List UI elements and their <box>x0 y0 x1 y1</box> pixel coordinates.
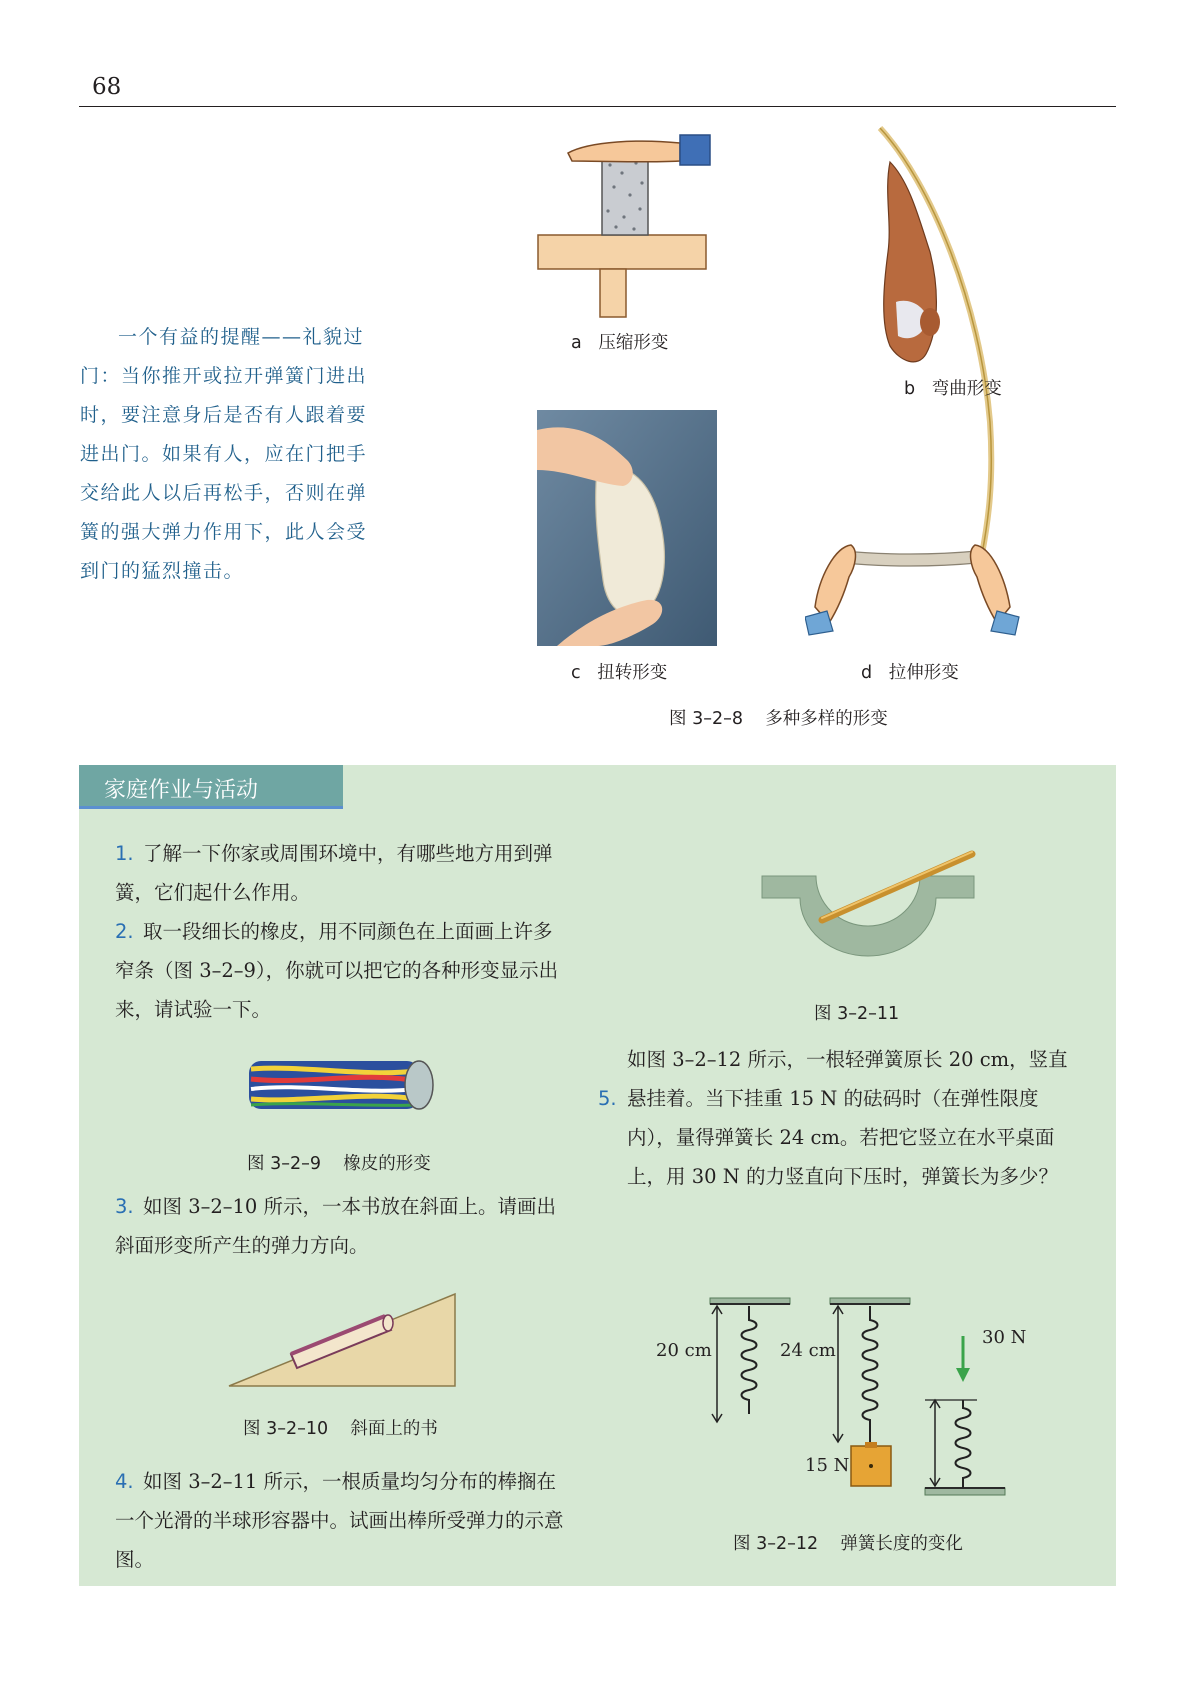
question-3-text: 如图 3–2–10 所示，一本书放在斜面上。请画出斜面形变所产生的弹力方向。 <box>115 1195 557 1257</box>
question-4-number: 4. <box>115 1470 134 1493</box>
question-5 <box>598 1040 1077 1196</box>
homework-title-underline <box>79 806 343 809</box>
figure-a-caption: a 压缩形变 <box>571 333 669 353</box>
figure-b-caption: b 弯曲形变 <box>904 379 1002 399</box>
figure-c-caption: c 扭转形变 <box>571 663 668 683</box>
question-5-number: 5. <box>598 1087 617 1110</box>
figure-3-2-9-caption: 图 3–2–9 橡皮的形变 <box>247 1154 431 1174</box>
question-3-number: 3. <box>115 1195 134 1218</box>
question-2 <box>115 912 570 1029</box>
question-1 <box>115 834 570 912</box>
spring-force-label: 30 N <box>982 1327 1027 1348</box>
spring-length-original: 20 cm <box>656 1340 712 1361</box>
compression-illustration <box>530 125 720 320</box>
question-2-text: 取一段细长的橡皮，用不同颜色在上面画上许多窄条（图 3–2–9），你就可以把它的各种形变显示出来，请试验一下。 <box>115 920 559 1021</box>
homework-title: 家庭作业与活动 <box>104 778 259 803</box>
figure-3-2-8-caption: 图 3–2–8 多种多样的形变 <box>669 709 888 729</box>
figure-3-2-10-caption: 图 3–2–10 斜面上的书 <box>243 1419 438 1439</box>
hemisphere-rod-illustration <box>760 850 976 960</box>
question-4 <box>115 1462 570 1579</box>
figure-3-2-12-caption: 图 3–2–12 弹簧长度的变化 <box>733 1534 963 1554</box>
question-4-text: 如图 3–2–11 所示，一根质量均匀分布的棒搁在一个光滑的半球形容器中。试画出棒所受弹力的示意图。 <box>115 1470 564 1571</box>
eraser-illustration <box>243 1055 438 1115</box>
figure-d-caption: d 拉伸形变 <box>861 663 959 683</box>
side-note: 一个有益的提醒——礼貌过门：当你推开或拉开弹簧门进出时，要注意身后是否有人跟着要进出门。如果有人，应在门把手交给此人以后再松手，否则在弹簧的强大弹力作用下，此人会受到门的猛烈撞击。 <box>80 326 368 582</box>
spring-length-stretched: 24 cm <box>780 1340 836 1361</box>
header-rule <box>79 106 1116 107</box>
pole-vault-illustration <box>870 122 1030 562</box>
question-3 <box>115 1187 570 1265</box>
springs-diagram <box>655 1296 1025 1511</box>
question-2-number: 2. <box>115 920 134 943</box>
figure-3-2-11-caption: 图 3–2–11 <box>814 1004 900 1024</box>
spring-weight-label: 15 N <box>805 1455 850 1476</box>
stretching-illustration <box>805 527 1020 637</box>
torsion-photo <box>537 410 717 646</box>
incline-illustration <box>225 1290 460 1390</box>
page-number: 68 <box>92 74 122 100</box>
question-1-number: 1. <box>115 842 134 865</box>
question-5-text: 如图 3–2–12 所示，一根轻弹簧原长 20 cm，竖直悬挂着。当下挂重 15 N 的砝码时（在弹性限度内），量得弹簧长 24 cm。若把它竖立在水平桌面上，用 30 N 的力竖直向下压时，弹簧长为多少？ <box>627 1048 1068 1188</box>
question-1-text: 了解一下你家或周围环境中，有哪些地方用到弹簧，它们起什么作用。 <box>115 842 553 904</box>
